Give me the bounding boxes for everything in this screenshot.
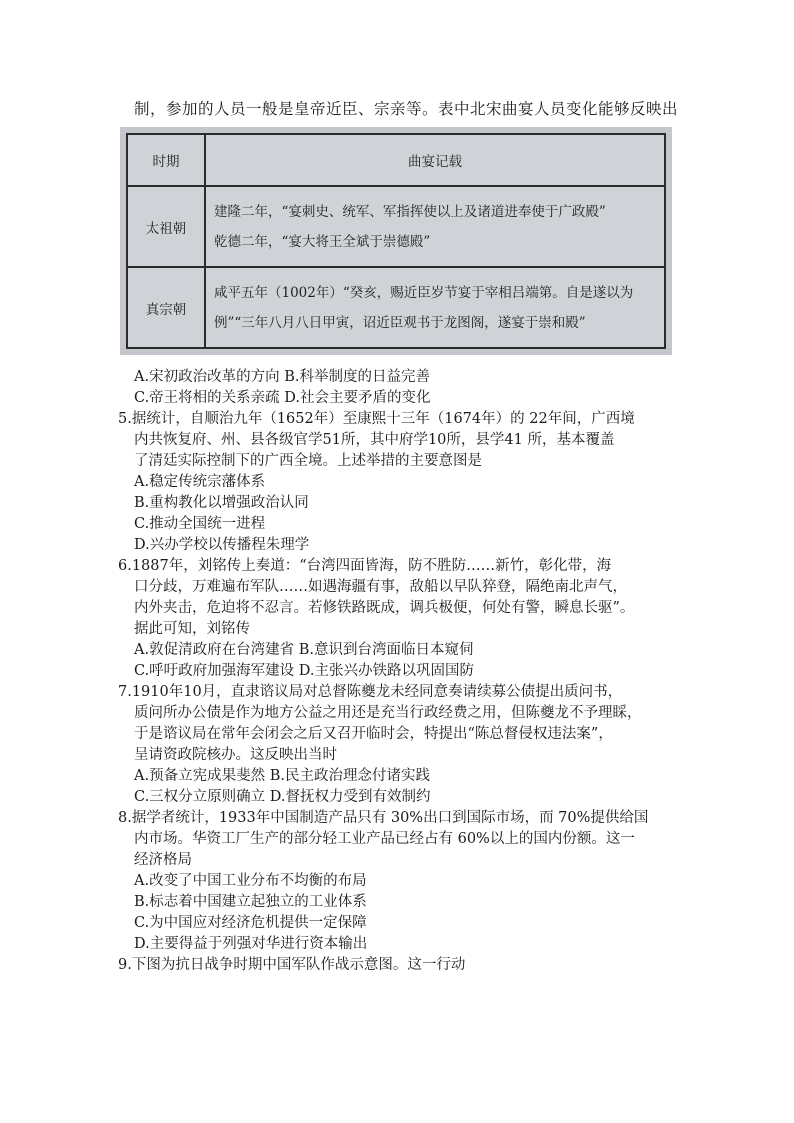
table-row [127, 186, 665, 267]
q8-option: B.标志着中国建立起独立的工业体系 [134, 894, 367, 910]
q8-stem-line: 内市场。华资工厂生产的部分轻工业产品已经占有 60%以上的国内份额。这一 [134, 831, 635, 847]
q5-option: A.稳定传统宗藩体系 [134, 474, 266, 490]
q6-options-ab: A.敦促清政府在台湾建省 B.意识到台湾面临日本窥伺 [134, 642, 474, 658]
table-cell-record [205, 267, 665, 348]
q7-stem-line: 7.1910年10月，直隶谘议局对总督陈夔龙未经同意奏请续募公债提出质问书， [118, 684, 623, 700]
q7-stem-line: 于是谘议局在常年会闭会之后又召开临时会，特提出“陈总督侵权违法案”， [134, 726, 613, 742]
q6-stem-line: 口分歧，万难遍布军队……如遇海疆有事，敌船以早队猝登，隔绝南北声气， [134, 579, 627, 595]
table-cell-record [205, 186, 665, 267]
table-cell-period: 真宗朝 [127, 267, 205, 348]
q6-stem-line: 内外夹击，危迫将不忍言。若修铁路既成，调兵极便，何处有警，瞬息长驱”。 [134, 600, 635, 616]
q7-stem-line: 呈请资政院核办。这反映出当时 [134, 747, 337, 763]
q5-option: B.重构教化以增强政治认同 [134, 495, 309, 511]
q6-stem-line: 据此可知，刘铭传 [134, 621, 250, 637]
q4-options-cd: C.帝王将相的关系亲疏 D.社会主要矛盾的变化 [134, 390, 431, 406]
q5-stem-line: 了清廷实际控制下的广西全境。上述举措的主要意图是 [134, 453, 482, 469]
table-header-row [127, 134, 665, 186]
q6-stem-line: 6.1887年，刘铭传上奏道：“台湾四面皆海，防不胜防……新竹，彰化带，海 [118, 558, 612, 574]
q5-option: D.兴办学校以传播程朱理学 [134, 537, 310, 553]
q7-options-cd: C.三权分立原则确立 D.督抚权力受到有效制约 [134, 789, 431, 805]
table-header-record: 曲宴记载 [205, 134, 665, 186]
q8-stem-line: 8.据学者统计，1933年中国制造产品只有 30%出口到国际市场，而 70%提供给国 [118, 810, 649, 826]
q6-options-cd: C.呼吁政府加强海军建设 D.主张兴办铁路以巩固国防 [134, 663, 475, 679]
q8-stem-line: 经济格局 [134, 852, 192, 868]
table-cell-period: 太祖朝 [127, 186, 205, 267]
q8-option: A.改变了中国工业分布不均衡的布局 [134, 873, 367, 889]
q8-option: D.主要得益于列强对华进行资本输出 [134, 936, 368, 952]
record-line: 例”“三年八月八日甲寅，诏近臣观书于龙图阁，遂宴于崇和殿” [214, 314, 586, 331]
banquet-table-photo [120, 127, 672, 355]
q7-options-ab: A.预备立宪成果斐然 B.民主政治理念付诸实践 [134, 768, 430, 784]
table-header-period: 时期 [127, 134, 205, 186]
q7-stem-line: 质问所办公债是作为地方公益之用还是充当行政经费之用，但陈夔龙不予理睬， [134, 705, 642, 721]
question-4-stem: 制，参加的人员一般是皇帝近臣、宗亲等。表中北宋曲宴人员变化能够反映出 [134, 100, 679, 118]
q8-option: C.为中国应对经济危机提供一定保障 [134, 915, 367, 931]
record-line: 咸平五年（1002年）“癸亥，赐近臣岁节宴于宰相吕端第。自是遂以为 [214, 284, 634, 301]
q4-options-ab: A.宋初政治改革的方向 B.科举制度的日益完善 [134, 369, 430, 385]
table-row [127, 267, 665, 348]
record-line: 建隆二年，“宴刺史、统军、军指挥使以上及诸道进奉使于广政殿” [214, 203, 606, 220]
q5-stem-line: 5.据统计，自顺治九年（1652年）至康熙十三年（1674年）的 22年间，广西境 [118, 411, 635, 427]
q9-stem-line: 9.下图为抗日战争时期中国军队作战示意图。这一行动 [118, 957, 466, 973]
q5-option: C.推动全国统一进程 [134, 516, 266, 532]
record-line: 乾德二年，“宴大将王全斌于崇德殿” [214, 233, 431, 250]
banquet-table [126, 133, 666, 349]
q5-stem-line: 内共恢复府、州、县各级官学51所，其中府学10所，县学41 所，基本覆盖 [134, 432, 615, 448]
